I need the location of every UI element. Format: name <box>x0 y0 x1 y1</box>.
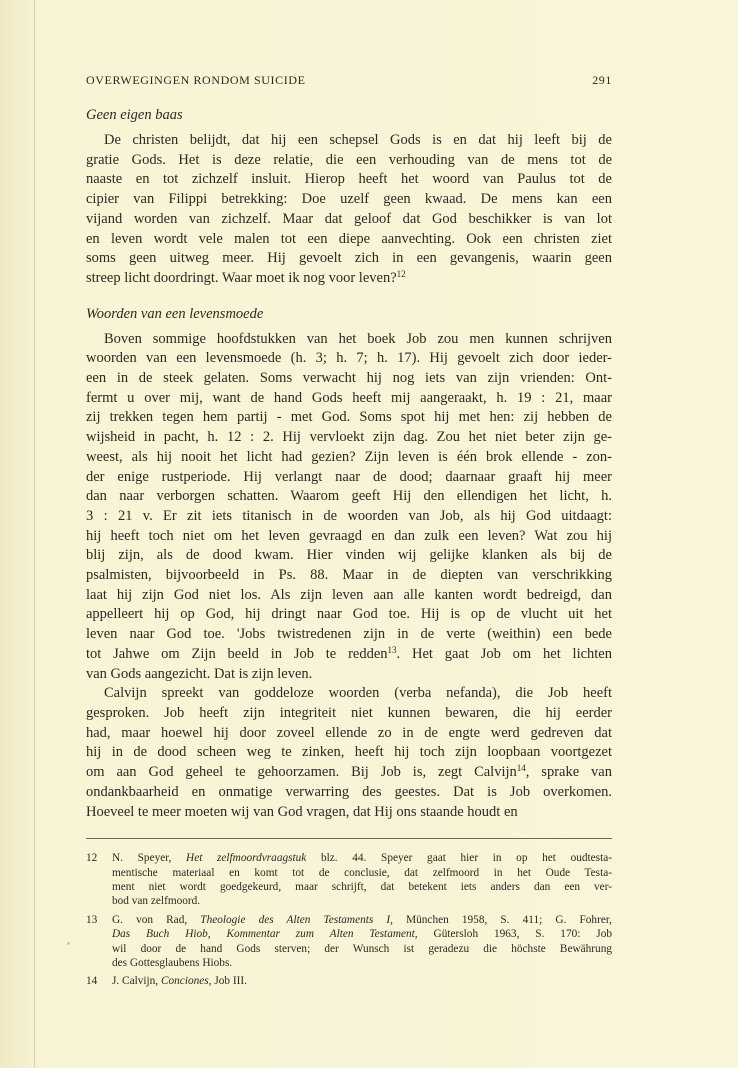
body-line: soms geen uitweg meer. Hij gevoelt zich in een gevangenis, waarin geen <box>86 250 612 267</box>
body-line: om aan God geheel te gehoorzamen. Bij Job is, zegt Calvijn$^{14}$, sprake van <box>86 763 612 781</box>
body-line: leven naar God toe. 'Jobs twistredenen zijn in de verte (weithin) een bede <box>86 626 612 643</box>
body-line: tot Jahwe om Zijn beeld in Job te redden$^{13}$. Het gaat Job om het lichten <box>86 644 612 662</box>
body-line: weest, als hij nooit het licht had gezien? Zijn leven is één brok ellende - zon- <box>86 448 612 465</box>
body-line: fermt u over mij, want de hand Gods heeft mij aangeraakt, h. 19 : 21, maar <box>86 389 612 406</box>
body-line: vijand worden van zichzelf. Maar dat geloof dat God beschikker is van lot <box>86 210 612 227</box>
section2-paragraph-1 <box>86 330 612 685</box>
footnotes <box>86 851 612 989</box>
footnote-line: G. von Rad, Theologie des Alten Testaments I, München 1958, S. 411; G. Fohrer, <box>112 913 612 926</box>
footnote-line: bod van zelfmoord. <box>112 895 201 908</box>
running-head-title: OVERWEGINGEN RONDOM SUICIDE <box>86 73 306 87</box>
section-gap <box>86 289 612 305</box>
body-line: psalmisten, bijvoorbeeld in Ps. 88. Maar in de diepten van verschrikking <box>86 567 612 584</box>
body-line: naaste en tot zichzelf insluit. Hierop heeft het woord van Paulus tot de <box>86 171 612 188</box>
section-heading-geen-eigen-baas: Geen eigen baas <box>86 107 183 123</box>
body-line: cipier van Filippi betrekking: Doe uzelf geen kwaad. De mens kan een <box>86 191 612 208</box>
section-heading-woorden-van-een-levensmoede: Woorden van een levensmoede <box>86 305 264 322</box>
footnote-ref-12: 12 <box>396 268 406 279</box>
footnote-line: mentische materiaal en komt tot de conclusie, dat zelfmoord in het Oude Testa- <box>112 866 612 879</box>
body-line: gesproken. Job heeft zijn integriteit niet kunnen bewaren, die hij eerder <box>86 704 612 721</box>
footnote-rule <box>86 838 612 839</box>
footnote-ref-14: 14 <box>516 763 526 774</box>
footnote-line: des Gottesglaubens Hiobs. <box>112 957 233 970</box>
body-line: streep licht doordringt. Waar moet ik nog voor leven?$^{12}$ <box>86 268 406 286</box>
footnote-ref-13: 13 <box>387 644 397 655</box>
body-line: Boven sommige hoofdstukken van het boek Job zou men kunnen schrijven <box>104 330 612 347</box>
footnote-number: 13 <box>86 913 98 926</box>
body-line: had, maar hoewel hij door zoveel ellende zo in de engte werd gedreven dat <box>86 724 612 741</box>
body-line: laat hij zijn God niet los. Als zijn leven aan alle kanten wordt bedreigd, dan <box>86 586 612 603</box>
section1-paragraph <box>86 131 612 289</box>
body-line: dan naar verborgen schatten. Waarom geeft Hij den ellendigen het licht, h. <box>86 488 612 505</box>
body-line: gratie Gods. Het is deze relatie, die een verhouding van de mens tot de <box>86 151 612 168</box>
body-line: woorden van een levensmoede (h. 3; h. 7; h. 17). Hij gevoelt zich door ieder- <box>86 350 612 367</box>
body-line: ondankbaarheid en onmatige verwarring des geestes. Dat is Job overkomen. <box>86 783 612 800</box>
footnote-number: 14 <box>86 975 98 988</box>
page-speck <box>67 942 70 945</box>
footnote-line: Das Buch Hiob, Kommentar zum Alten Testament, Gütersloh 1963, S. 170: Job <box>112 928 612 941</box>
footnote-line: J. Calvijn, Conciones, Job III. <box>112 975 247 988</box>
body-line: Calvijn spreekt van goddeloze woorden (verba nefanda), die Job heeft <box>104 685 612 702</box>
body-line: der enige rustperiode. Hij verlangt naar de dood; daarnaar graaft hij meer <box>86 468 612 485</box>
body-line: 3 : 21 v. Er zit iets titanisch in de woorden van Job, als hij God uitdaagt: <box>86 507 612 524</box>
body-line: blij zijn, als de dood kwam. Hier vinden wij gelijke klanken als bij de <box>86 547 612 564</box>
body-line: een in de steek gelaten. Soms verwacht hij nog iets van zijn vrienden: Ont- <box>86 370 612 387</box>
footnote-12 <box>86 851 612 909</box>
page-binding-edge <box>34 0 35 1068</box>
footnote-14 <box>86 974 612 988</box>
section2-paragraph-2 <box>86 684 612 822</box>
footnote-line: N. Speyer, Het zelfmoordvraagstuk blz. 44. Speyer gaat hier in op het oudtesta- <box>112 852 612 865</box>
body-line: van Gods aangezicht. Dat is zijn leven. <box>86 665 313 682</box>
body-line: zij trekken tegen hem partij - met God. Soms spot hij met hen: zij hebben de <box>86 409 612 426</box>
body-line: en leven wordt vele malen tot een diepe aanvechting. Ook een christen ziet <box>86 230 612 247</box>
page-content <box>86 106 612 993</box>
footnote-line: ment niet wordt goedgekeurd, maar schrijft, dat betekent iets anders dan een ver- <box>112 881 612 894</box>
footnote-13 <box>86 913 612 971</box>
footnote-line: wil door de hand Gods sterven; der Wunsch ist geradezu die höchste Bewährung <box>112 942 612 955</box>
page-number: 291 <box>592 73 612 87</box>
footnote-number: 12 <box>86 852 98 865</box>
body-line: De christen belijdt, dat hij een schepsel Gods is en dat hij leeft bij de <box>104 132 612 148</box>
body-line: hij in de dood scheen weg te zinken, heeft hij toch zijn loopbaan voortgezet <box>86 744 612 761</box>
body-line: hij heeft toch niet om het leven gevraagd en dan zulk een leven? Wat zou hij <box>86 527 612 544</box>
body-line: wijsheid in pacht, h. 12 : 2. Hij vervloekt zijn dag. Zou het niet beter zijn ge- <box>86 429 612 446</box>
body-line: Hoeveel te meer moeten wij van God vragen, dat Hij ons staande houdt en <box>86 803 518 820</box>
body-line: appelleert hij op God, hij dringt naar God toe. Hij is op de vlucht uit het <box>86 606 612 623</box>
